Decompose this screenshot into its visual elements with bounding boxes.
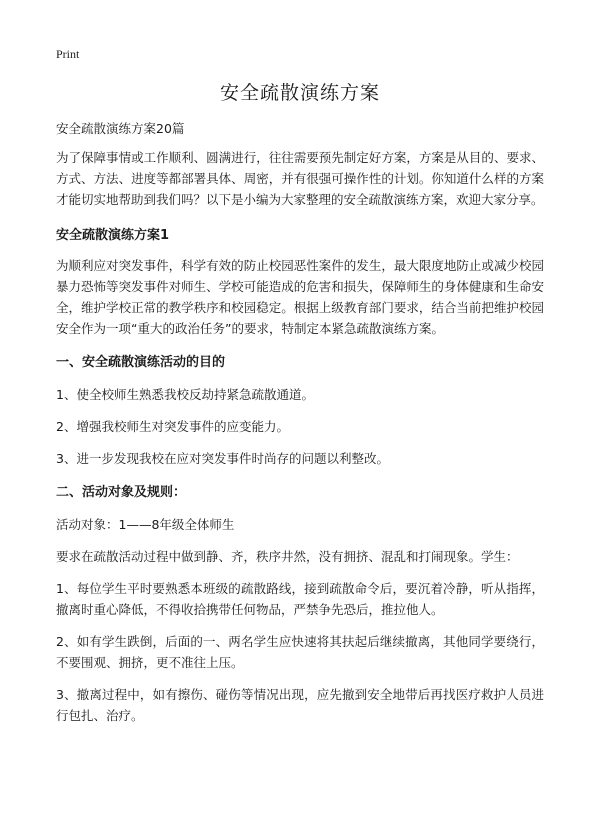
requirement-paragraph: 要求在疏散活动过程中做到静、齐，秩序井然，没有拥挤、混乱和打闹现象。学生： xyxy=(56,549,519,564)
rule-item: 1、每位学生平时要熟悉本班级的疏散路线，接到疏散命令后，要沉着冷静，听从指挥，撤离时重心降低，不得收拾携带任何物品，严禁争先恐后，推拉他人。 xyxy=(56,581,544,617)
participants-line: 活动对象：1——8年级全体师生 xyxy=(56,517,235,532)
document-title: 安全疏散演练方案 xyxy=(219,82,380,104)
goal-item: 2、增强我校师生对突发事件的应变能力。 xyxy=(56,419,289,434)
heading-goals: 一、安全疏散演练活动的目的 xyxy=(56,355,226,370)
rule-item: 3、撤离过程中，如有擦伤、碰伤等情况出现，应先撤到安全地带后再找医疗救护人员进行包扎、治疗。 xyxy=(56,687,544,723)
document-subtitle: 安全疏散演练方案20篇 xyxy=(56,121,185,136)
rule-item: 2、如有学生跌倒，后面的一、两名学生应快速将其扶起后继续撤离，其他同学要绕行，不要围观、拥挤，更不准往上压。 xyxy=(56,634,544,670)
section-intro-paragraph: 为顺利应对突发事件，科学有效的防止校园恶性案件的发生，最大限度地防止或减少校园暴力恐怖等突发事件对师生、学校可能造成的危害和损失，保障师生的身体健康和生命安全，维护学校正常的教学秩序和校园稳定。根据上级教育部门要求，结合当前把维护校园安全作为一项“重大的政治任务”的要求，特制定本紧急疏散演练方案。 xyxy=(56,258,544,336)
goal-item: 1、使全校师生熟悉我校反劫持紧急疏散通道。 xyxy=(56,387,314,402)
goal-item: 3、进一步发现我校在应对突发事件时尚存的问题以利整改。 xyxy=(56,451,389,466)
heading-rules: 二、活动对象及规则： xyxy=(56,485,187,500)
intro-paragraph: 为了保障事情或工作顺利、圆满进行，往往需要预先制定好方案，方案是从目的、要求、方式、方法、进度等都部署具体、周密，并有很强可操作性的计划。你知道什么样的方案才能切实地帮助到我们吗？以下是小编为大家整理的安全疏散演练方案，欢迎大家分享。 xyxy=(56,150,544,207)
print-label[interactable]: Print xyxy=(56,47,80,61)
section-title: 安全疏散演练方案1 xyxy=(56,228,170,243)
